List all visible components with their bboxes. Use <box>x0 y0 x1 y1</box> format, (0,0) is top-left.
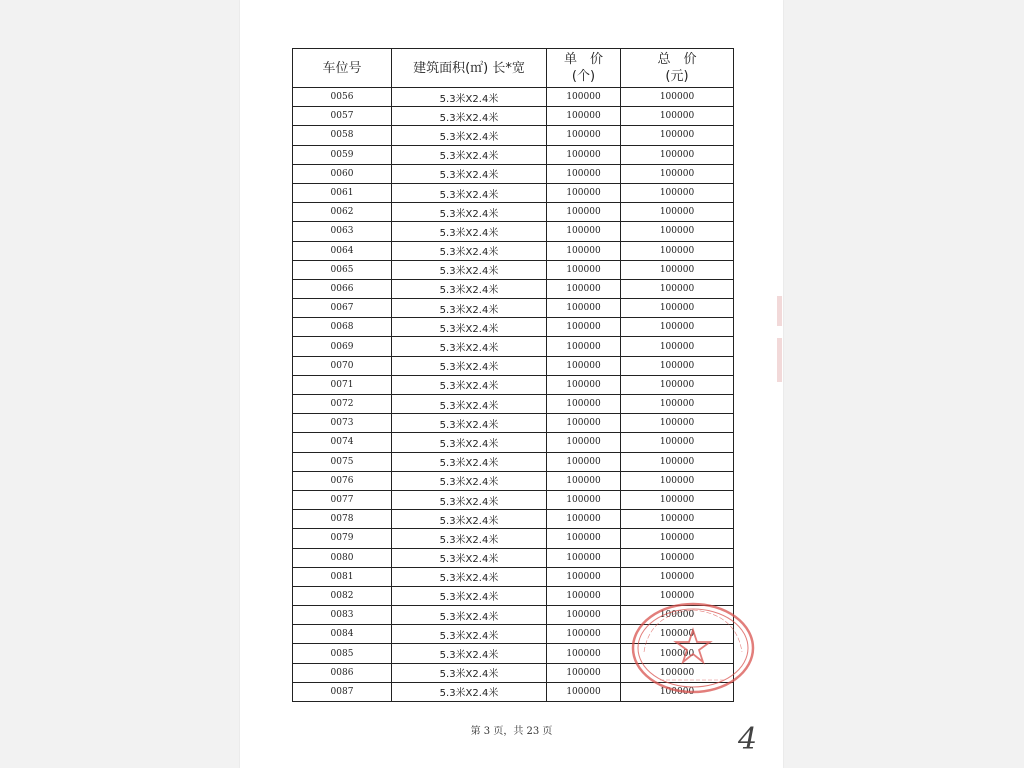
total-price-cell: 100000 <box>621 414 734 433</box>
area-size-cell: 5.3米X2.4米 <box>392 299 547 318</box>
unit-price-cell: 100000 <box>547 644 621 663</box>
area-size-cell: 5.3米X2.4米 <box>392 107 547 126</box>
space-number-cell: 0080 <box>293 548 392 567</box>
table-row <box>293 529 734 548</box>
table-header-row <box>293 49 734 88</box>
total-price-cell: 100000 <box>621 567 734 586</box>
table-row <box>293 164 734 183</box>
area-size-cell: 5.3米X2.4米 <box>392 395 547 414</box>
space-number-cell: 0069 <box>293 337 392 356</box>
unit-price-cell: 100000 <box>547 356 621 375</box>
total-price-cell: 100000 <box>621 356 734 375</box>
parking-price-table <box>292 48 734 702</box>
total-price-cell: 100000 <box>621 644 734 663</box>
total-price-cell: 100000 <box>621 548 734 567</box>
area-size-cell: 5.3米X2.4米 <box>392 510 547 529</box>
unit-price-cell: 100000 <box>547 625 621 644</box>
table-row <box>293 452 734 471</box>
space-number-cell: 0062 <box>293 203 392 222</box>
area-size-cell: 5.3米X2.4米 <box>392 663 547 682</box>
table-row <box>293 107 734 126</box>
total-price-cell: 100000 <box>621 606 734 625</box>
space-number-cell: 0064 <box>293 241 392 260</box>
unit-price-cell: 100000 <box>547 126 621 145</box>
table-row <box>293 663 734 682</box>
area-size-cell: 5.3米X2.4米 <box>392 203 547 222</box>
header-total-price-label: 总 价 <box>657 52 697 67</box>
area-size-cell: 5.3米X2.4米 <box>392 183 547 202</box>
table-row <box>293 241 734 260</box>
unit-price-cell: 100000 <box>547 222 621 241</box>
area-size-cell: 5.3米X2.4米 <box>392 548 547 567</box>
unit-price-cell: 100000 <box>547 395 621 414</box>
table-row <box>293 279 734 298</box>
unit-price-cell: 100000 <box>547 164 621 183</box>
space-number-cell: 0063 <box>293 222 392 241</box>
header-unit-price-unit: (个) <box>571 69 596 84</box>
space-number-cell: 0056 <box>293 88 392 107</box>
unit-price-cell: 100000 <box>547 88 621 107</box>
area-size-cell: 5.3米X2.4米 <box>392 606 547 625</box>
total-price-cell: 100000 <box>621 145 734 164</box>
unit-price-cell: 100000 <box>547 471 621 490</box>
table-row <box>293 567 734 586</box>
unit-price-cell: 100000 <box>547 375 621 394</box>
total-price-cell: 100000 <box>621 164 734 183</box>
total-price-cell: 100000 <box>621 279 734 298</box>
edge-stamp-mark <box>777 296 782 326</box>
unit-price-cell: 100000 <box>547 433 621 452</box>
header-space-number: 车位号 <box>293 49 392 88</box>
space-number-cell: 0073 <box>293 414 392 433</box>
table-row <box>293 606 734 625</box>
space-number-cell: 0061 <box>293 183 392 202</box>
unit-price-cell: 100000 <box>547 682 621 701</box>
space-number-cell: 0074 <box>293 433 392 452</box>
area-size-cell: 5.3米X2.4米 <box>392 126 547 145</box>
total-price-cell: 100000 <box>621 395 734 414</box>
space-number-cell: 0085 <box>293 644 392 663</box>
area-size-cell: 5.3米X2.4米 <box>392 682 547 701</box>
total-price-cell: 100000 <box>621 299 734 318</box>
total-price-cell: 100000 <box>621 222 734 241</box>
area-size-cell: 5.3米X2.4米 <box>392 145 547 164</box>
total-price-cell: 100000 <box>621 529 734 548</box>
area-size-cell: 5.3米X2.4米 <box>392 625 547 644</box>
area-size-cell: 5.3米X2.4米 <box>392 414 547 433</box>
space-number-cell: 0068 <box>293 318 392 337</box>
unit-price-cell: 100000 <box>547 510 621 529</box>
space-number-cell: 0070 <box>293 356 392 375</box>
unit-price-cell: 100000 <box>547 414 621 433</box>
header-total-price-unit: (元) <box>665 69 689 84</box>
area-size-cell: 5.3米X2.4米 <box>392 586 547 605</box>
total-price-cell: 100000 <box>621 318 734 337</box>
total-price-cell: 100000 <box>621 337 734 356</box>
space-number-cell: 0075 <box>293 452 392 471</box>
handwritten-page-number: 4 <box>738 722 758 757</box>
table-row <box>293 260 734 279</box>
space-number-cell: 0086 <box>293 663 392 682</box>
area-size-cell: 5.3米X2.4米 <box>392 222 547 241</box>
total-price-cell: 100000 <box>621 107 734 126</box>
area-size-cell: 5.3米X2.4米 <box>392 260 547 279</box>
area-size-cell: 5.3米X2.4米 <box>392 337 547 356</box>
area-size-cell: 5.3米X2.4米 <box>392 279 547 298</box>
table-row <box>293 145 734 164</box>
area-size-cell: 5.3米X2.4米 <box>392 433 547 452</box>
header-unit-price <box>547 49 621 88</box>
unit-price-cell: 100000 <box>547 567 621 586</box>
space-number-cell: 0079 <box>293 529 392 548</box>
table-row <box>293 88 734 107</box>
table-row <box>293 299 734 318</box>
table-row <box>293 183 734 202</box>
table-row <box>293 510 734 529</box>
space-number-cell: 0066 <box>293 279 392 298</box>
space-number-cell: 0058 <box>293 126 392 145</box>
total-price-cell: 100000 <box>621 663 734 682</box>
unit-price-cell: 100000 <box>547 490 621 509</box>
table-row <box>293 586 734 605</box>
page-footer: 第 3 页，共 23 页 <box>470 726 553 737</box>
unit-price-cell: 100000 <box>547 529 621 548</box>
unit-price-cell: 100000 <box>547 260 621 279</box>
area-size-cell: 5.3米X2.4米 <box>392 318 547 337</box>
total-price-cell: 100000 <box>621 682 734 701</box>
unit-price-cell: 100000 <box>547 663 621 682</box>
unit-price-cell: 100000 <box>547 452 621 471</box>
table-row <box>293 337 734 356</box>
total-price-cell: 100000 <box>621 452 734 471</box>
table-row <box>293 433 734 452</box>
area-size-cell: 5.3米X2.4米 <box>392 356 547 375</box>
total-price-cell: 100000 <box>621 471 734 490</box>
table-row <box>293 471 734 490</box>
unit-price-cell: 100000 <box>547 145 621 164</box>
table-row <box>293 644 734 663</box>
total-price-cell: 100000 <box>621 88 734 107</box>
space-number-cell: 0060 <box>293 164 392 183</box>
total-price-cell: 100000 <box>621 126 734 145</box>
table-row <box>293 414 734 433</box>
unit-price-cell: 100000 <box>547 183 621 202</box>
header-area-size: 建筑面积(㎡) 长*宽 <box>392 49 547 88</box>
area-size-cell: 5.3米X2.4米 <box>392 452 547 471</box>
table-row <box>293 548 734 567</box>
unit-price-cell: 100000 <box>547 107 621 126</box>
area-size-cell: 5.3米X2.4米 <box>392 490 547 509</box>
total-price-cell: 100000 <box>621 203 734 222</box>
document-page <box>240 0 783 768</box>
table-row <box>293 625 734 644</box>
space-number-cell: 0071 <box>293 375 392 394</box>
area-size-cell: 5.3米X2.4米 <box>392 567 547 586</box>
area-size-cell: 5.3米X2.4米 <box>392 164 547 183</box>
area-size-cell: 5.3米X2.4米 <box>392 375 547 394</box>
total-price-cell: 100000 <box>621 625 734 644</box>
total-price-cell: 100000 <box>621 375 734 394</box>
space-number-cell: 0057 <box>293 107 392 126</box>
space-number-cell: 0078 <box>293 510 392 529</box>
unit-price-cell: 100000 <box>547 241 621 260</box>
space-number-cell: 0083 <box>293 606 392 625</box>
space-number-cell: 0059 <box>293 145 392 164</box>
area-size-cell: 5.3米X2.4米 <box>392 471 547 490</box>
edge-stamp-mark <box>777 338 782 382</box>
table-row <box>293 318 734 337</box>
header-unit-price-label: 单 价 <box>563 52 603 67</box>
unit-price-cell: 100000 <box>547 586 621 605</box>
table-row <box>293 490 734 509</box>
unit-price-cell: 100000 <box>547 279 621 298</box>
unit-price-cell: 100000 <box>547 337 621 356</box>
space-number-cell: 0065 <box>293 260 392 279</box>
table-row <box>293 222 734 241</box>
unit-price-cell: 100000 <box>547 548 621 567</box>
total-price-cell: 100000 <box>621 586 734 605</box>
table-row <box>293 395 734 414</box>
area-size-cell: 5.3米X2.4米 <box>392 644 547 663</box>
total-price-cell: 100000 <box>621 433 734 452</box>
space-number-cell: 0076 <box>293 471 392 490</box>
unit-price-cell: 100000 <box>547 203 621 222</box>
total-price-cell: 100000 <box>621 510 734 529</box>
table-row <box>293 682 734 701</box>
space-number-cell: 0077 <box>293 490 392 509</box>
header-total-price <box>621 49 734 88</box>
area-size-cell: 5.3米X2.4米 <box>392 88 547 107</box>
space-number-cell: 0087 <box>293 682 392 701</box>
space-number-cell: 0072 <box>293 395 392 414</box>
unit-price-cell: 100000 <box>547 318 621 337</box>
total-price-cell: 100000 <box>621 490 734 509</box>
space-number-cell: 0081 <box>293 567 392 586</box>
unit-price-cell: 100000 <box>547 299 621 318</box>
table-row <box>293 375 734 394</box>
space-number-cell: 0084 <box>293 625 392 644</box>
table-row <box>293 203 734 222</box>
table-row <box>293 356 734 375</box>
total-price-cell: 100000 <box>621 260 734 279</box>
total-price-cell: 100000 <box>621 183 734 202</box>
space-number-cell: 0082 <box>293 586 392 605</box>
area-size-cell: 5.3米X2.4米 <box>392 529 547 548</box>
table-row <box>293 126 734 145</box>
total-price-cell: 100000 <box>621 241 734 260</box>
table-body <box>293 88 734 702</box>
unit-price-cell: 100000 <box>547 606 621 625</box>
area-size-cell: 5.3米X2.4米 <box>392 241 547 260</box>
space-number-cell: 0067 <box>293 299 392 318</box>
